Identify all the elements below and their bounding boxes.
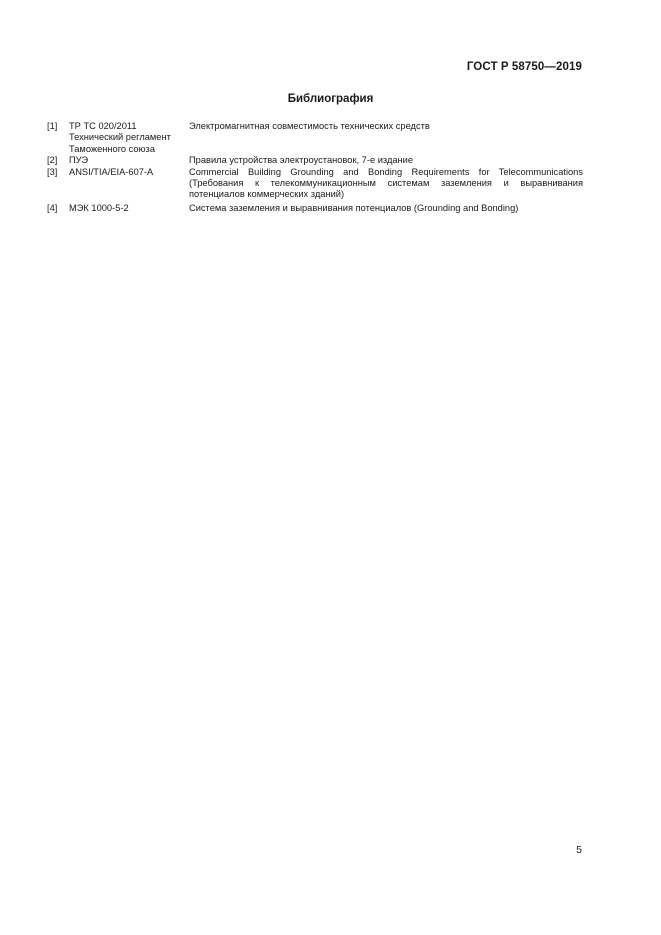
bibliography-entry <box>47 203 583 214</box>
reference-line: ТР ТС 020/2011 <box>69 121 137 131</box>
bibliography-list <box>47 121 583 214</box>
entry-reference <box>69 203 189 214</box>
entry-number: [3] <box>47 166 58 177</box>
bibliography-entry <box>47 167 583 201</box>
entry-number: [2] <box>47 155 58 166</box>
entry-description: Система заземления и выравнивания потенциалов (Grounding and Bonding) <box>189 202 519 213</box>
page-number: 5 <box>576 844 582 856</box>
document-code: ГОСТ Р 58750—2019 <box>466 61 582 73</box>
bibliography-entry <box>47 121 583 155</box>
entry-description: Commercial Building Grounding and Bonding Requirements for Telecommunications (Требования к телекоммуникационным системам заземления и выравнивания потенциалов коммерческих зданий) <box>189 166 583 200</box>
entry-description: Электромагнитная совместимость технических средств <box>189 121 430 131</box>
entry-reference <box>69 167 189 178</box>
entry-reference <box>69 121 189 155</box>
reference-line: ПУЭ <box>69 155 89 166</box>
entry-description: Правила устройства электроустановок, 7-е издание <box>189 155 414 166</box>
reference-line: ANSI/TIA/EIA-607-A <box>69 166 154 177</box>
reference-line: Технический регламент <box>69 132 171 143</box>
bibliography-entry <box>47 155 583 166</box>
reference-line: МЭК 1000-5-2 <box>69 202 129 213</box>
entry-number: [4] <box>47 202 58 213</box>
reference-line: Таможенного союза <box>69 143 155 154</box>
bibliography-title: Библиография <box>287 93 374 105</box>
entry-reference <box>69 155 189 166</box>
entry-number: [1] <box>47 121 58 131</box>
